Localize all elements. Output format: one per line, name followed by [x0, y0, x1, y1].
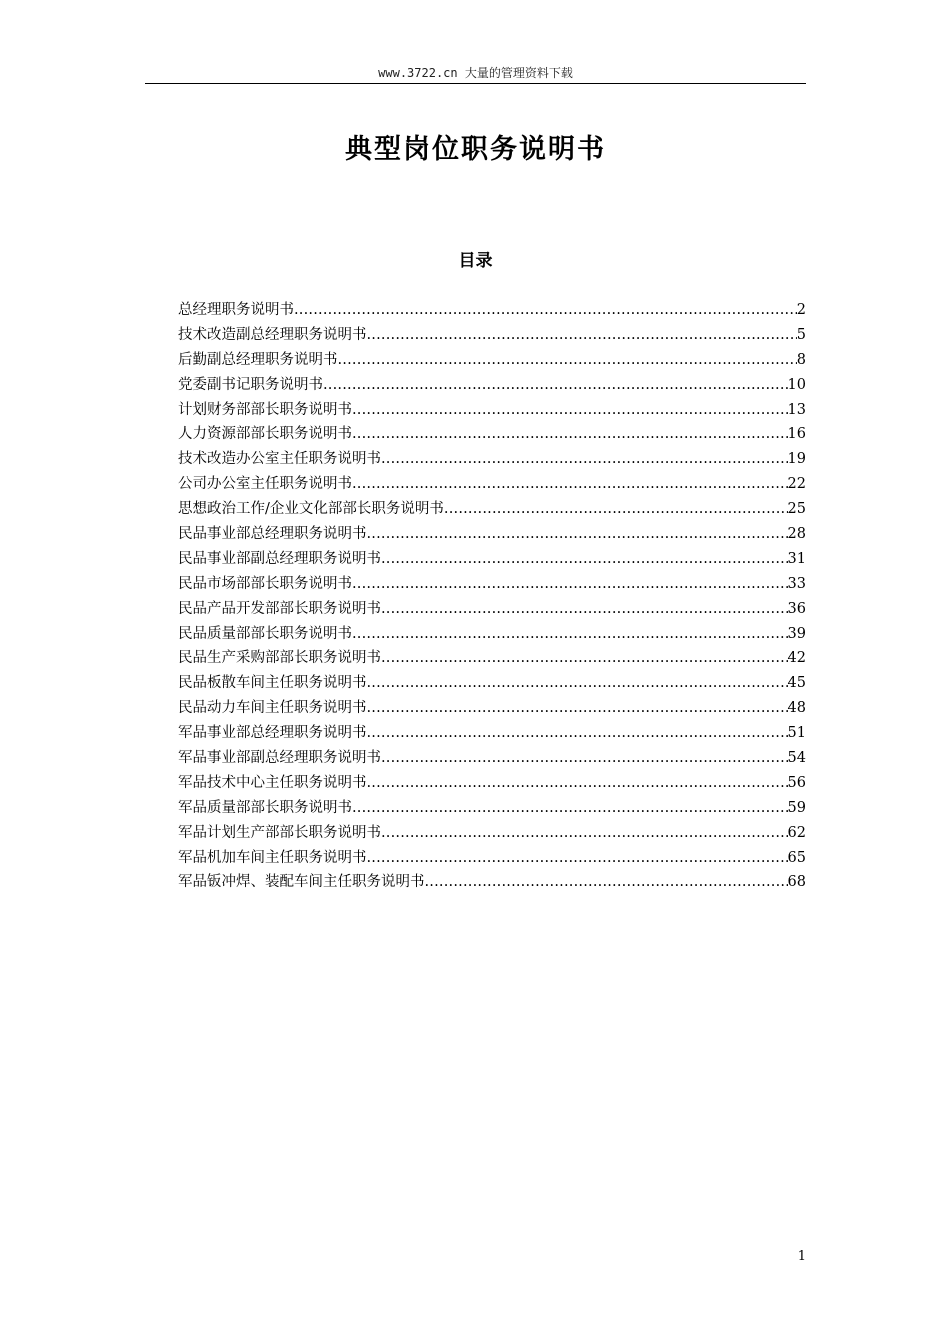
toc-entry[interactable]	[178, 846, 806, 871]
toc-entry-label: 军品机加车间主任职务说明书	[178, 849, 367, 866]
toc-entry-label: 民品生产采购部部长职务说明书	[178, 650, 381, 667]
toc-entry-page: 36	[787, 600, 806, 617]
toc-dot-leader	[444, 497, 788, 522]
toc-dot-leader	[381, 447, 788, 472]
toc-entry-page: 51	[787, 725, 806, 742]
toc-entry-label: 军品计划生产部部长职务说明书	[178, 824, 381, 841]
toc-dot-leader	[367, 846, 788, 871]
toc-entry[interactable]	[178, 472, 806, 497]
toc-entry-label: 思想政治工作/企业文化部部长职务说明书	[178, 501, 444, 518]
document-title: 典型岗位职务说明书	[345, 134, 606, 165]
toc-dot-leader	[367, 522, 788, 547]
toc-dot-leader	[352, 572, 788, 597]
toc-entry[interactable]	[178, 522, 806, 547]
toc-entry[interactable]	[178, 447, 806, 472]
toc-entry[interactable]	[178, 746, 806, 771]
page-header: www.3722.cn 大量的管理资料下载	[145, 64, 806, 84]
toc-entry-page: 65	[787, 849, 806, 866]
toc-entry-label: 民品事业部总经理职务说明书	[178, 526, 367, 543]
toc-dot-leader	[352, 796, 788, 821]
toc-entry-label: 民品市场部部长职务说明书	[178, 575, 352, 592]
toc-heading: 目录	[458, 251, 493, 271]
toc-entry-page: 25	[787, 501, 806, 518]
toc-entry-page: 16	[787, 426, 806, 443]
toc-entry-page: 31	[787, 550, 806, 567]
toc-entry[interactable]	[178, 646, 806, 671]
toc-entry[interactable]	[178, 323, 806, 348]
toc-entry-page: 13	[787, 401, 806, 418]
toc-entry-page: 33	[787, 575, 806, 592]
toc-entry[interactable]	[178, 796, 806, 821]
toc-entry-page: 28	[787, 526, 806, 543]
toc-dot-leader	[338, 348, 797, 373]
toc-entry-label: 民品动力车间主任职务说明书	[178, 700, 367, 717]
toc-entry-label: 技术改造办公室主任职务说明书	[178, 451, 381, 468]
toc-entry[interactable]	[178, 771, 806, 796]
toc-entry-page: 68	[787, 874, 806, 891]
toc-dot-leader	[367, 671, 788, 696]
toc-dot-leader	[425, 870, 788, 895]
toc-entry-label: 军品质量部部长职务说明书	[178, 799, 352, 816]
toc-entry[interactable]	[178, 821, 806, 846]
toc-entry-page: 19	[787, 451, 806, 468]
toc-entry-page: 2	[796, 302, 806, 318]
toc-entry-label: 民品产品开发部部长职务说明书	[178, 600, 381, 617]
toc-entry-label: 民品事业部副总经理职务说明书	[178, 550, 381, 567]
toc-entry-page: 45	[787, 675, 806, 692]
toc-dot-leader	[352, 422, 788, 447]
toc-entry-page: 62	[787, 824, 806, 841]
toc-entry[interactable]	[178, 422, 806, 447]
toc-entry[interactable]	[178, 547, 806, 572]
table-of-contents	[178, 298, 806, 895]
toc-dot-leader	[381, 646, 788, 671]
toc-dot-leader	[352, 472, 788, 497]
toc-entry-page: 42	[787, 650, 806, 667]
toc-entry-page: 54	[787, 750, 806, 767]
toc-entry[interactable]	[178, 398, 806, 423]
toc-dot-leader	[367, 696, 788, 721]
toc-entry[interactable]	[178, 348, 806, 373]
toc-entry-page: 22	[787, 476, 806, 493]
page-number: 1	[797, 1249, 806, 1264]
toc-entry[interactable]	[178, 671, 806, 696]
toc-entry[interactable]	[178, 696, 806, 721]
toc-entry-label: 军品事业部副总经理职务说明书	[178, 750, 381, 767]
toc-entry-page: 48	[787, 700, 806, 717]
toc-entry-label: 总经理职务说明书	[178, 302, 294, 318]
toc-entry[interactable]	[178, 597, 806, 622]
toc-dot-leader	[352, 398, 788, 423]
toc-dot-leader	[323, 373, 788, 398]
toc-entry[interactable]	[178, 622, 806, 647]
toc-dot-leader	[381, 821, 788, 846]
toc-entry[interactable]	[178, 497, 806, 522]
toc-entry-label: 军品钣冲焊、装配车间主任职务说明书	[178, 874, 425, 891]
toc-dot-leader	[381, 746, 788, 771]
toc-entry-page: 59	[787, 799, 806, 816]
toc-entry-page: 8	[796, 351, 806, 368]
toc-entry[interactable]	[178, 870, 806, 895]
toc-entry-label: 民品质量部部长职务说明书	[178, 625, 352, 642]
toc-entry-label: 军品事业部总经理职务说明书	[178, 725, 367, 742]
toc-entry-label: 公司办公室主任职务说明书	[178, 476, 352, 493]
toc-entry-label: 党委副书记职务说明书	[178, 376, 323, 393]
toc-entry-page: 56	[787, 774, 806, 791]
toc-entry-label: 人力资源部部长职务说明书	[178, 426, 352, 443]
toc-dot-leader	[294, 298, 797, 323]
toc-dot-leader	[352, 622, 788, 647]
toc-entry-page: 5	[796, 326, 806, 343]
toc-dot-leader	[381, 597, 788, 622]
toc-dot-leader	[367, 721, 788, 746]
toc-entry-page: 39	[787, 625, 806, 642]
toc-entry-label: 后勤副总经理职务说明书	[178, 351, 338, 368]
toc-entry-label: 军品技术中心主任职务说明书	[178, 774, 367, 791]
toc-entry-label: 民品板散车间主任职务说明书	[178, 675, 367, 692]
toc-entry[interactable]	[178, 373, 806, 398]
toc-entry-label: 技术改造副总经理职务说明书	[178, 326, 367, 343]
toc-dot-leader	[367, 771, 788, 796]
toc-dot-leader	[381, 547, 788, 572]
toc-entry-page: 10	[787, 376, 806, 393]
toc-dot-leader	[367, 323, 797, 348]
toc-entry[interactable]	[178, 721, 806, 746]
toc-entry[interactable]	[178, 298, 806, 323]
toc-entry[interactable]	[178, 572, 806, 597]
toc-entry-label: 计划财务部部长职务说明书	[178, 401, 352, 418]
